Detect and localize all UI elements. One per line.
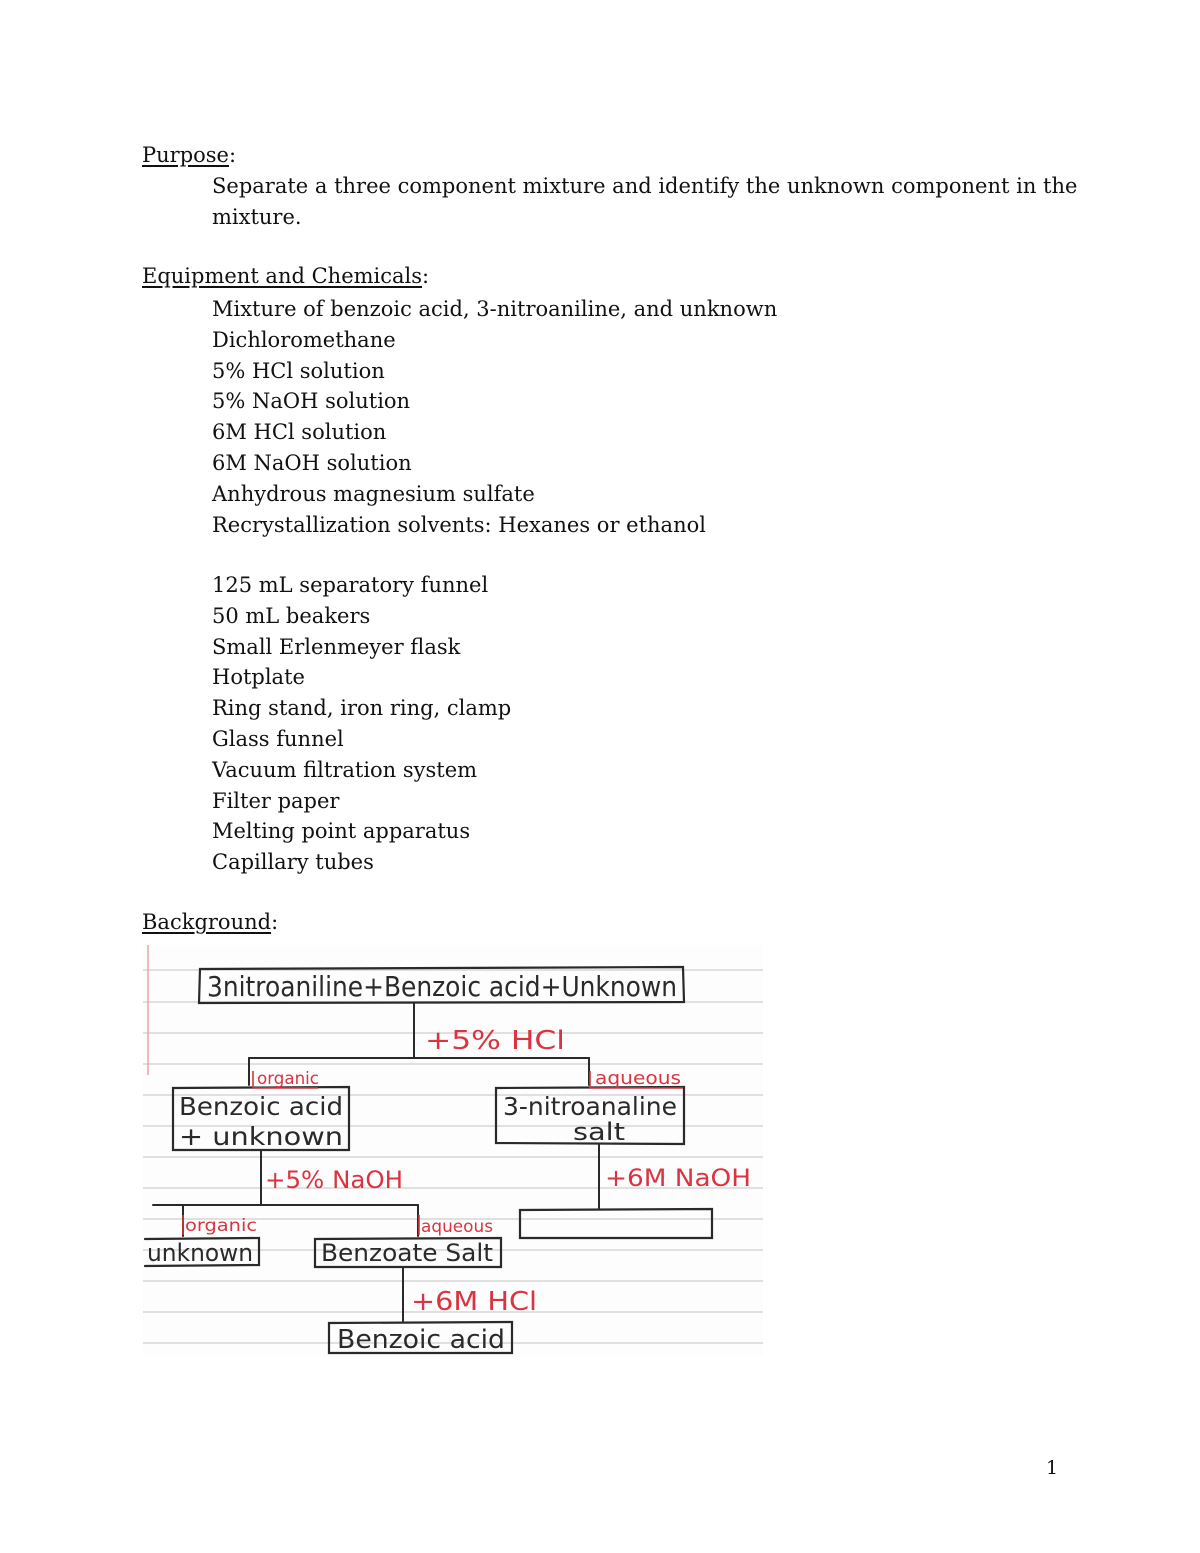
step4-reagent: +6M HCl: [411, 1287, 537, 1317]
organic-box-1-line2: + unknown: [179, 1122, 343, 1151]
list-item: Anhydrous magnesium sulfate: [212, 481, 535, 506]
list-item: Filter paper: [212, 788, 340, 813]
flowchart-text: [147, 970, 751, 1355]
purpose-heading-text: Purpose: [142, 143, 229, 167]
aqueous-box-1-line2: salt: [573, 1118, 625, 1146]
start-label: 3nitroaniline+Benzoic acid+Unknown: [207, 970, 677, 1003]
list-item: Hotplate: [212, 665, 305, 690]
step2-reagent: +5% NaOH: [265, 1166, 403, 1194]
list-item: Small Erlenmeyer flask: [212, 634, 461, 659]
organic-label-2: organic: [185, 1216, 257, 1236]
list-item: Dichloromethane: [212, 327, 396, 352]
list-item: 6M HCl solution: [212, 420, 387, 445]
unknown-box-label: unknown: [147, 1239, 253, 1267]
chemicals-list: [212, 294, 777, 540]
handwritten-flowchart: [143, 945, 763, 1357]
benzoic-acid-box-label: Benzoic acid: [337, 1325, 505, 1355]
list-item: Vacuum filtration system: [212, 757, 478, 782]
list-item: Capillary tubes: [212, 850, 374, 875]
list-item: Mixture of benzoic acid, 3-nitroaniline, and unknown: [212, 297, 778, 321]
list-item: 5% HCl solution: [212, 358, 385, 383]
list-item: Ring stand, iron ring, clamp: [212, 696, 512, 721]
list-item: 6M NaOH solution: [212, 450, 412, 475]
list-item: Melting point apparatus: [212, 819, 471, 844]
purpose-text: Separate a three component mixture and identify the unknown component in the mixture.: [212, 174, 1078, 229]
apparatus-list: [212, 570, 511, 878]
equipment-heading: Equipment and Chemicals:: [142, 264, 430, 288]
list-item: Recrystallization solvents: Hexanes or ethanol: [212, 512, 706, 537]
step3-reagent: +6M NaOH: [605, 1164, 751, 1192]
background-heading: Background:: [142, 910, 279, 934]
purpose-heading: Purpose:: [142, 143, 237, 167]
organic-box-1-line1: Benzoic acid: [179, 1092, 343, 1121]
aqueous-label-2: aqueous: [421, 1217, 494, 1237]
list-item: 50 mL beakers: [212, 603, 371, 628]
list-item: 5% NaOH solution: [212, 389, 411, 414]
aqueous-label-1: aqueous: [595, 1068, 681, 1089]
step1-reagent: +5% HCl: [425, 1026, 565, 1056]
page-number: 1: [1046, 1457, 1059, 1479]
organic-label-1: organic: [257, 1069, 319, 1089]
list-item: 125 mL separatory funnel: [212, 573, 489, 597]
nitroanilate-box: [520, 1209, 712, 1238]
flowchart-drawing: [143, 945, 763, 1357]
equipment-heading-text: Equipment and Chemicals: [142, 264, 423, 288]
list-item: Glass funnel: [212, 726, 344, 751]
benzoate-box-label: Benzoate Salt: [321, 1239, 493, 1267]
aqueous-box-1-line1: 3-nitroanaline: [503, 1092, 677, 1121]
background-heading-text: Background: [142, 910, 272, 934]
